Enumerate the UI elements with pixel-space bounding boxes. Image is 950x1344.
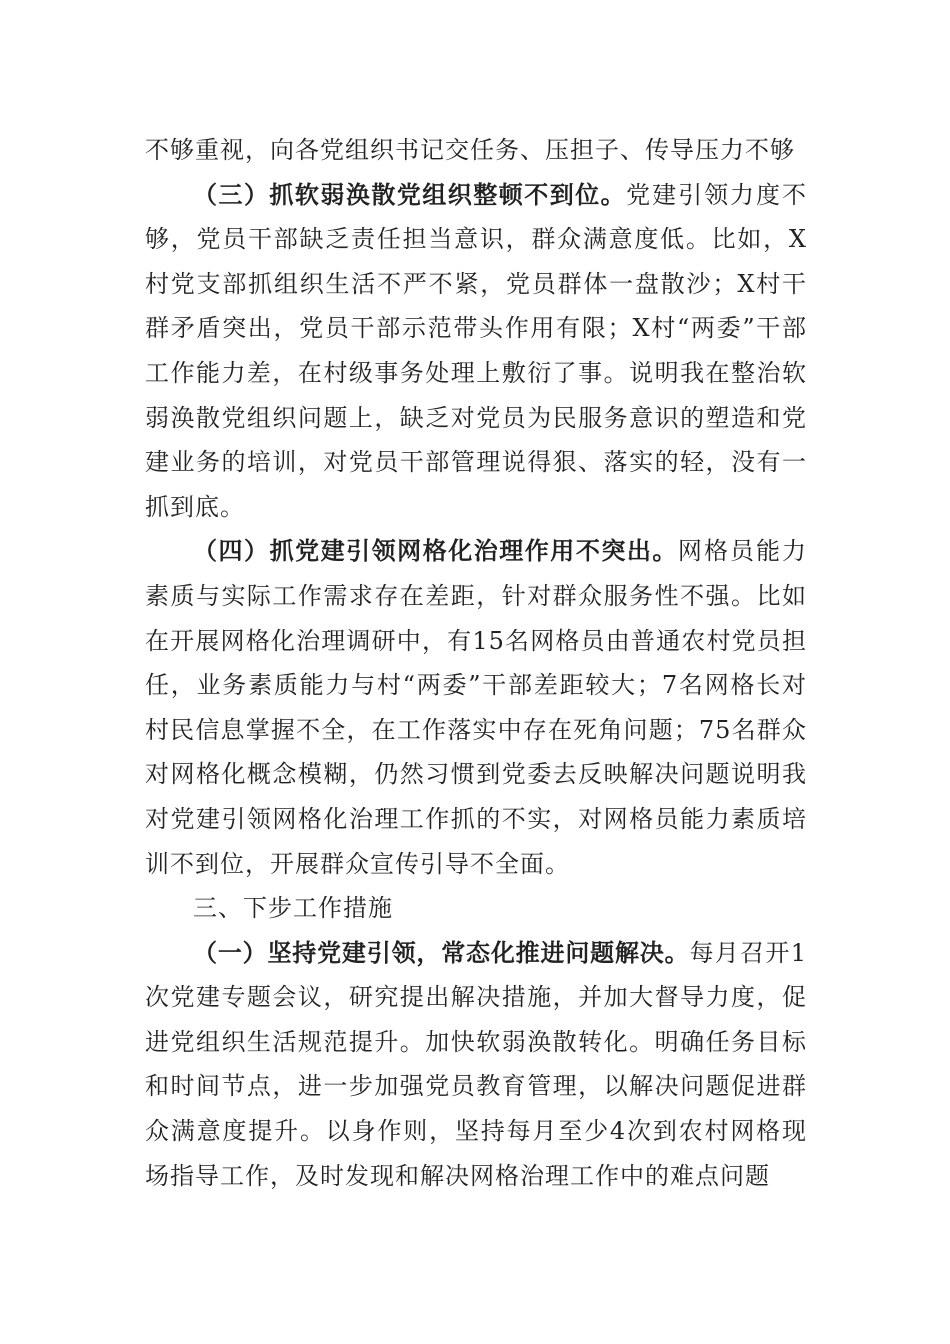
- measure-1-paragraph: [145, 931, 807, 1199]
- measure-1-body: 每月召开1次党建专题会议，研究提出解决措施，并加大督导力度，促进党组织生活规范提升。加快软弱涣散转化。明确任务目标和时间节点，进一步加强党员教育管理，以解决问题促进群众满意度提升。以身作则，坚持每月至少4次到农村网格现场指导工作，及时发现和解决网格治理工作中的难点问题: [145, 938, 807, 1190]
- section-4-heading: （四）抓党建引领网格化治理作用不突出。: [193, 537, 678, 566]
- section-3-paragraph: [145, 173, 807, 530]
- document-page: [145, 128, 807, 1198]
- continued-paragraph: [145, 128, 807, 173]
- section-3-body: 党建引领力度不够，党员干部缺乏责任担当意识，群众满意度低。比如，X村党支部抓组织生活不严不紧，党员群体一盘散沙；X村干群矛盾突出，党员干部示范带头作用有限；X村“两委”干部工作能力差，在村级事务处理上敷衍了事。说明我在整治软弱涣散党组织问题上，缺乏对党员为民服务意识的塑造和党建业务的培训，对党员干部管理说得狠、落实的轻，没有一抓到底。: [145, 180, 808, 521]
- section-4-body: 网格员能力素质与实际工作需求存在差距，针对群众服务性不强。比如在开展网格化治理调研中，有15名网格员由普通农村党员担任，业务素质能力与村“两委”干部差距较大；7名网格长对村民信息掌握不全，在工作落实中存在死角问题；75名群众对网格化概念模糊，仍然习惯到党委去反映解决问题说明我对党建引领网格化治理工作抓的不实，对网格员能力素质培训不到位，开展群众宣传引导不全面。: [145, 537, 808, 878]
- chapter-3-heading: 三、下步工作措施: [193, 894, 393, 923]
- section-4-paragraph: [145, 529, 807, 886]
- section-3-heading: （三）抓软弱涣散党组织整顿不到位。: [193, 180, 627, 209]
- measure-1-heading: （一）坚持党建引领，常态化推进问题解决。: [193, 938, 690, 967]
- continued-text: 不够重视，向各党组织书记交任务、压担子、传导压力不够: [145, 136, 795, 164]
